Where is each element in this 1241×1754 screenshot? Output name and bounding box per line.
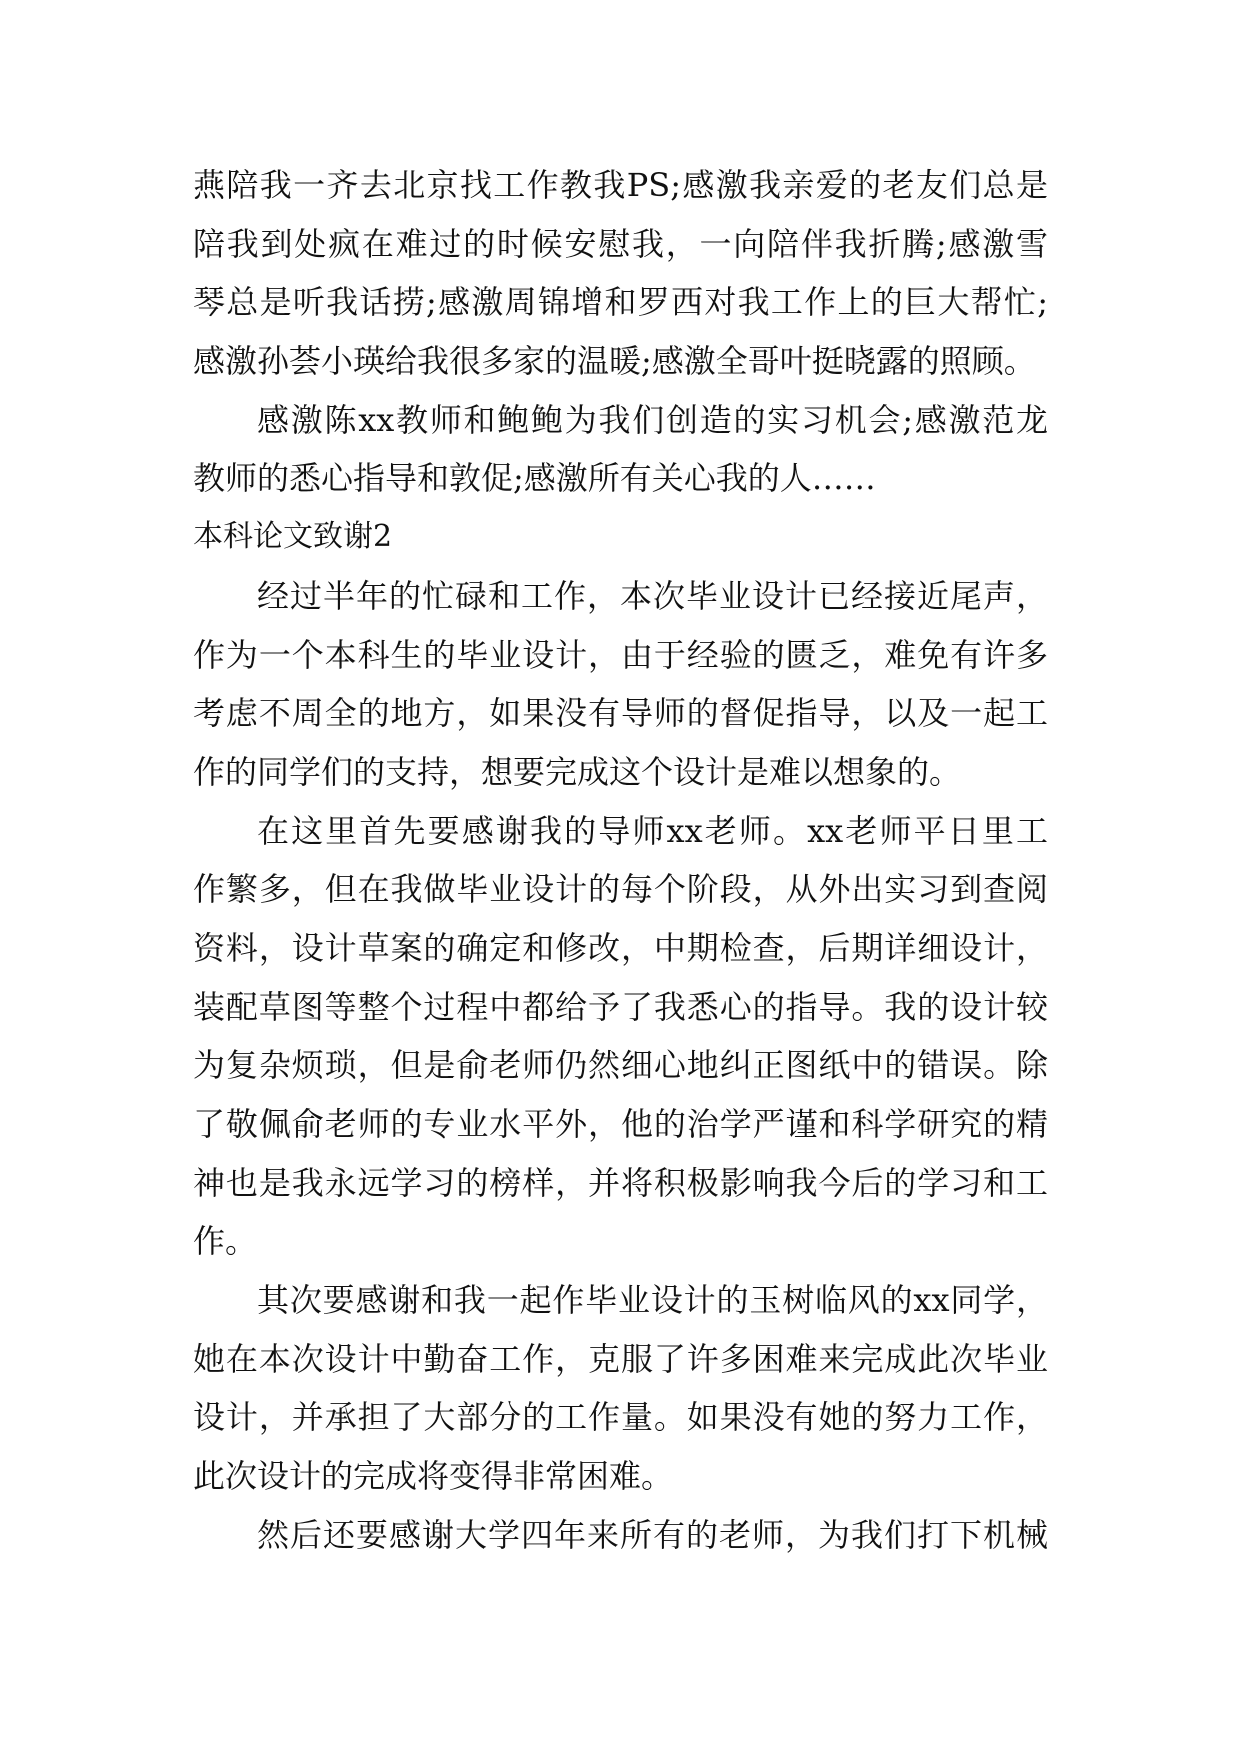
- text-line: 资料，设计草案的确定和修改，中期检查，后期详细设计，: [193, 928, 1048, 967]
- text-line: 然后还要感谢大学四年来所有的老师，为我们打下机械: [257, 1515, 1048, 1554]
- text-line: 作为一个本科生的毕业设计，由于经验的匮乏，难免有许多: [193, 635, 1048, 674]
- text-line: 经过半年的忙碌和工作，本次毕业设计已经接近尾声，: [257, 576, 1048, 615]
- text-line: 装配草图等整个过程中都给予了我悉心的指导。我的设计较: [193, 987, 1048, 1026]
- text-line: 为复杂烦琐，但是俞老师仍然细心地纠正图纸中的错误。除: [193, 1046, 1048, 1085]
- paragraph: [193, 1506, 1048, 1565]
- section-heading-block: [193, 508, 1048, 567]
- text-line: 感激陈xx教师和鲍鲍为我们创造的实习机会;感激范龙: [257, 400, 1048, 439]
- text-line: 感激孙荟小瑛给我很多家的温暖;感激全哥叶挺晓露的照顾。: [193, 342, 1036, 381]
- text-line: 在这里首先要感谢我的导师xx老师。xx老师平日里工: [257, 811, 1048, 850]
- paragraph: [193, 802, 1048, 1272]
- text-line: 作的同学们的支持，想要完成这个设计是难以想象的。: [193, 752, 962, 791]
- section-heading: 本科论文致谢2: [193, 519, 393, 555]
- paragraph: [193, 567, 1048, 802]
- document-body: [193, 156, 1048, 1565]
- text-line: 教师的悉心指导和敦促;感激所有关心我的人……: [193, 459, 876, 498]
- text-line: 燕陪我一齐去北京找工作教我PS;感激我亲爱的老友们总是: [193, 166, 1048, 204]
- text-line: 她在本次设计中勤奋工作，克服了许多困难来完成此次毕业: [193, 1339, 1048, 1378]
- text-line: 神也是我永远学习的榜样，并将积极影响我今后的学习和工: [193, 1163, 1048, 1202]
- text-line: 琴总是听我话捞;感激周锦增和罗西对我工作上的巨大帮忙;: [193, 283, 1048, 322]
- text-line: 作。: [193, 1222, 258, 1261]
- paragraph: [193, 391, 1048, 508]
- text-line: 设计，并承担了大部分的工作量。如果没有她的努力工作，: [193, 1398, 1048, 1437]
- paragraph: [193, 156, 1048, 391]
- text-line: 陪我到处疯在难过的时候安慰我，一向陪伴我折腾;感激雪: [193, 224, 1048, 263]
- text-line: 考虑不周全的地方，如果没有导师的督促指导，以及一起工: [193, 694, 1048, 733]
- paragraph: [193, 1271, 1048, 1506]
- text-line: 其次要感谢和我一起作毕业设计的玉树临风的xx同学，: [257, 1281, 1048, 1320]
- text-line: 作繁多，但在我做毕业设计的每个阶段，从外出实习到查阅: [193, 870, 1048, 909]
- text-line: 此次设计的完成将变得非常困难。: [193, 1457, 674, 1496]
- text-line: 了敬佩俞老师的专业水平外，他的治学严谨和科学研究的精: [193, 1105, 1048, 1143]
